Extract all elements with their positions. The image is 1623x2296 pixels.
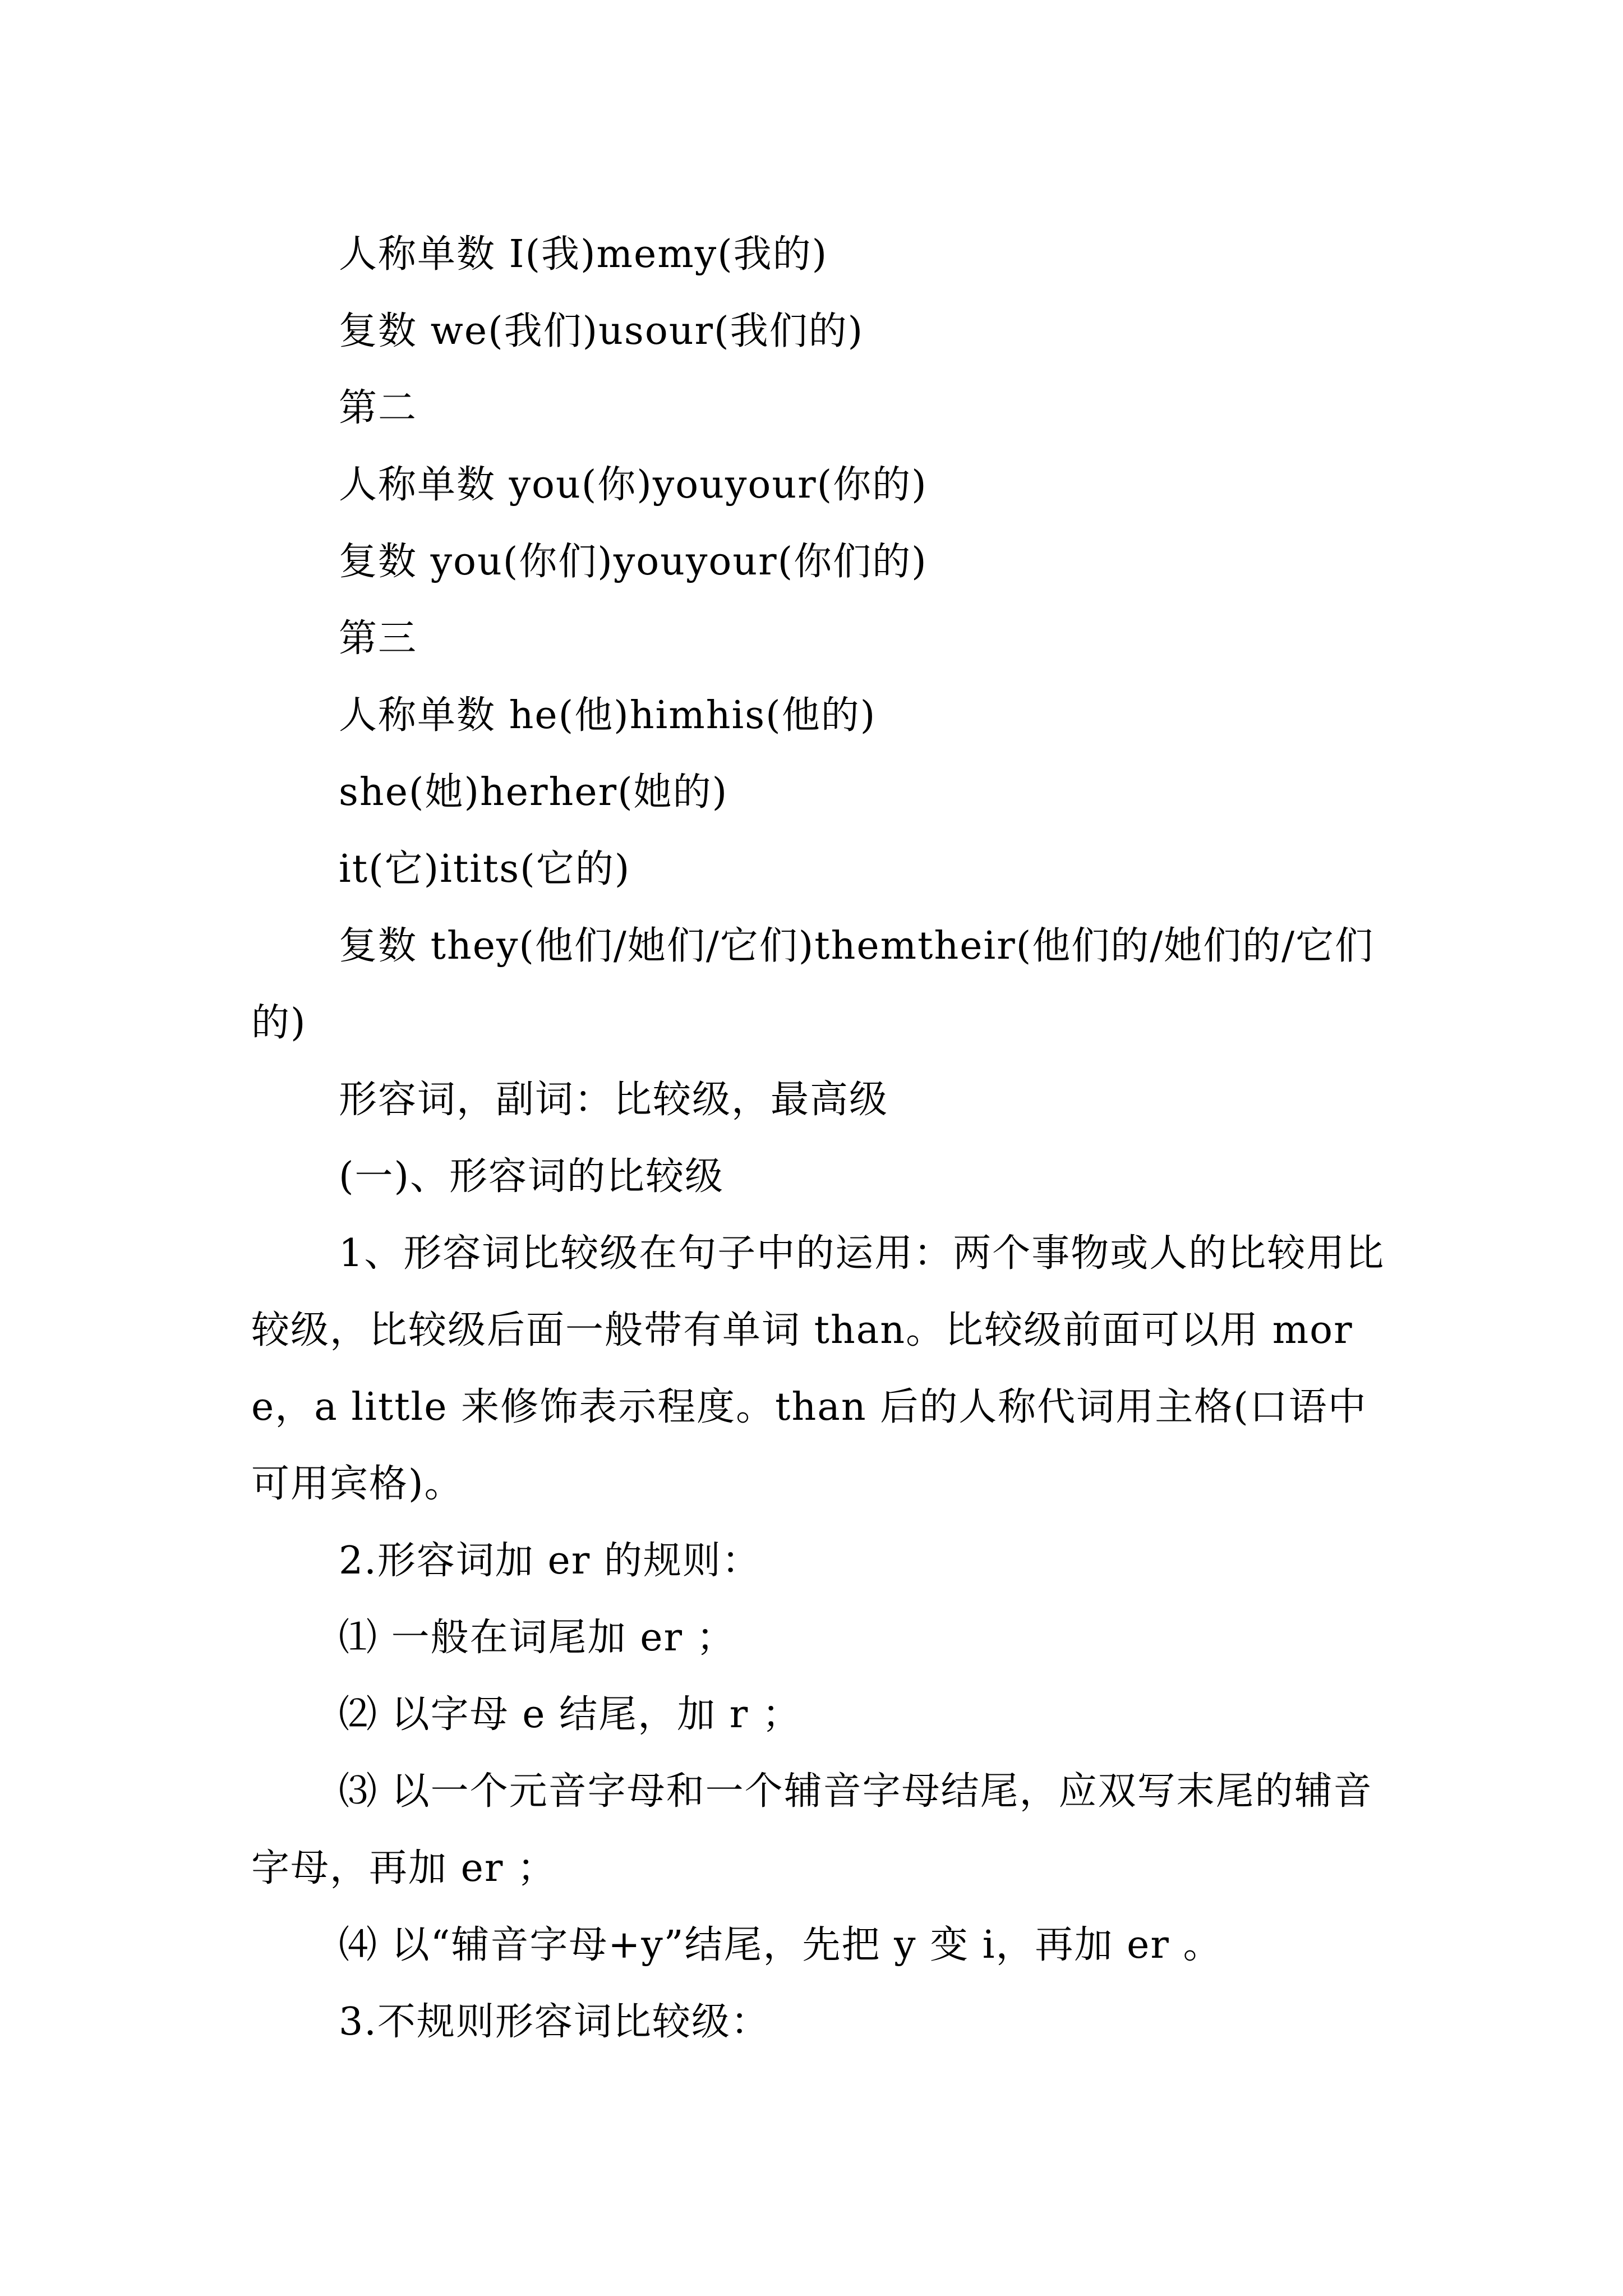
- paragraph-rule-1: ⑴ 一般在词尾加 er ；: [339, 1616, 736, 1660]
- paragraph-first-person-singular: 人称单数 I(我)memy(我的): [339, 232, 828, 277]
- paragraph-third-heading: 第三: [339, 616, 418, 661]
- paragraph-third-person-plural: 复数 they(他们/她们/它们)themtheir(他们的/她们的/它们的): [251, 924, 1375, 1045]
- paragraph-second-person-plural: 复数 you(你们)youyour(你们的): [339, 540, 928, 584]
- paragraph-section-title: 形容词，副词：比较级，最高级: [339, 1078, 889, 1122]
- paragraph-comparative-usage: 1、形容词比较级在句子中的运用：两个事物或人的比较用比较级，比较级后面一般带有单词 than。比较级前面可以用 more，a little 来修饰表示程度。than 后的人称代词用主格(口语中可用宾格)。: [251, 1231, 1385, 1506]
- paragraph-rule-3: ⑶ 以一个元音字母和一个辅音字母结尾，应双写末尾的辅音字母，再加 er ；: [251, 1769, 1373, 1890]
- paragraph-second-heading: 第二: [339, 386, 418, 430]
- paragraph-irregular-heading: 3.不规则形容词比较级：: [339, 2000, 770, 2044]
- paragraph-rule-4: ⑷ 以“辅音字母+y”结尾，先把 y 变 i，再加 er 。: [339, 1923, 1223, 1967]
- paragraph-first-person-plural: 复数 we(我们)usour(我们的): [339, 309, 864, 353]
- paragraph-third-person-it: it(它)itits(它的): [339, 847, 631, 891]
- paragraph-third-person-he: 人称单数 he(他)himhis(他的): [339, 693, 877, 738]
- paragraph-rule-2: ⑵ 以字母 e 结尾，加 r ；: [339, 1692, 801, 1737]
- paragraph-er-rules-heading: 2.形容词加 er 的规则：: [339, 1539, 761, 1583]
- document-body: [251, 216, 1387, 2060]
- paragraph-third-person-she: she(她)herher(她的): [339, 770, 728, 815]
- paragraph-second-person-singular: 人称单数 you(你)youyour(你的): [339, 463, 928, 507]
- paragraph-subsection-title: (一)、形容词的比较级: [339, 1154, 725, 1199]
